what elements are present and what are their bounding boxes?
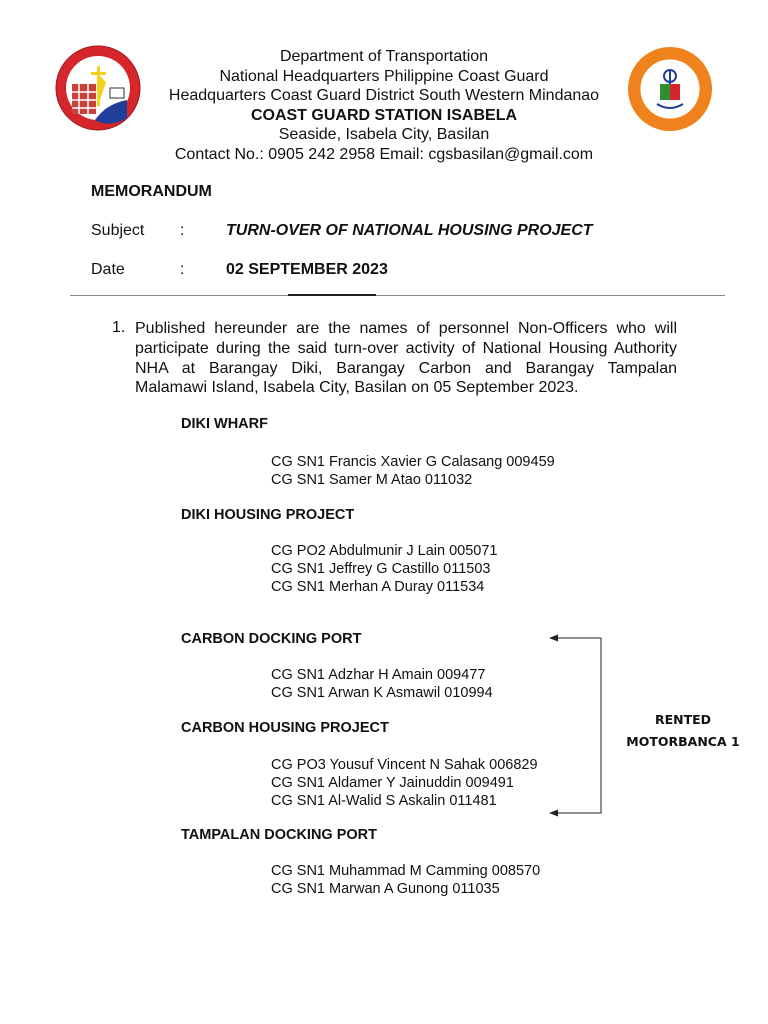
side-note-rented: RENTED [654,712,712,727]
header-district-hq: Headquarters Coast Guard District South Western Mindanao [168,87,600,104]
section-title-diki-wharf: DIKI WHARF [181,416,268,432]
person-entry: CG SN1 Jeffrey G Castillo 011503 [271,561,491,577]
section-title-tampalan-docking: TAMPALAN DOCKING PORT [181,827,378,843]
item-number: 1. [112,319,126,336]
subject-value: TURN-OVER OF NATIONAL HOUSING PROJECT [226,222,593,239]
header-address: Seaside, Isabela City, Basilan [278,126,490,143]
section-title-carbon-docking: CARBON DOCKING PORT [181,631,362,647]
side-note-motorbanca: MOTORBANCA 1 [626,734,740,749]
memo-title: MEMORANDUM [91,183,212,200]
date-value: 02 SEPTEMBER 2023 [226,261,388,278]
header-divider [70,295,725,296]
header-station-name: COAST GUARD STATION ISABELA [250,106,518,124]
header-department: Department of Transportation [279,48,489,65]
section-title-carbon-housing: CARBON HOUSING PROJECT [181,720,389,736]
person-entry: CG PO2 Abdulmunir J Lain 005071 [271,543,498,559]
bracket-arrows [545,630,607,820]
person-entry: CG PO3 Yousuf Vincent N Sahak 006829 [271,757,538,773]
section-title-diki-housing: DIKI HOUSING PROJECT [181,507,355,523]
body-paragraph: Published hereunder are the names of personnel Non-Officers who will participate during the said turn-over activity of National Housing Authority NHA at Barangay Diki, Barangay Carbon and Barangay Tampalan Malamawi Island, Isabela City, Basilan on 05 September 2023. [135,320,677,397]
person-entry: CG SN1 Al-Walid S Askalin 011481 [271,793,497,809]
subject-colon: : [180,222,185,239]
header-national-hq: National Headquarters Philippine Coast Guard [219,67,549,85]
date-colon: : [180,261,185,278]
person-entry: CG SN1 Francis Xavier G Calasang 009459 [271,454,555,470]
person-entry: CG SN1 Samer M Atao 011032 [271,472,473,488]
person-entry: CG SN1 Aldamer Y Jainuddin 009491 [271,775,514,791]
person-entry: CG SN1 Adzhar H Amain 009477 [271,667,486,683]
header-contact: Contact No.: 0905 242 2958 Email: cgsbasilan@gmail.com [174,145,594,163]
person-entry: CG SN1 Marwan A Gunong 011035 [271,881,500,897]
person-entry: CG SN1 Merhan A Duray 011534 [271,579,485,595]
subject-label: Subject [91,222,145,239]
date-label: Date [91,261,125,278]
divider-accent [288,294,376,296]
person-entry: CG SN1 Arwan K Asmawil 010994 [271,685,493,701]
person-entry: CG SN1 Muhammad M Camming 008570 [271,863,541,879]
